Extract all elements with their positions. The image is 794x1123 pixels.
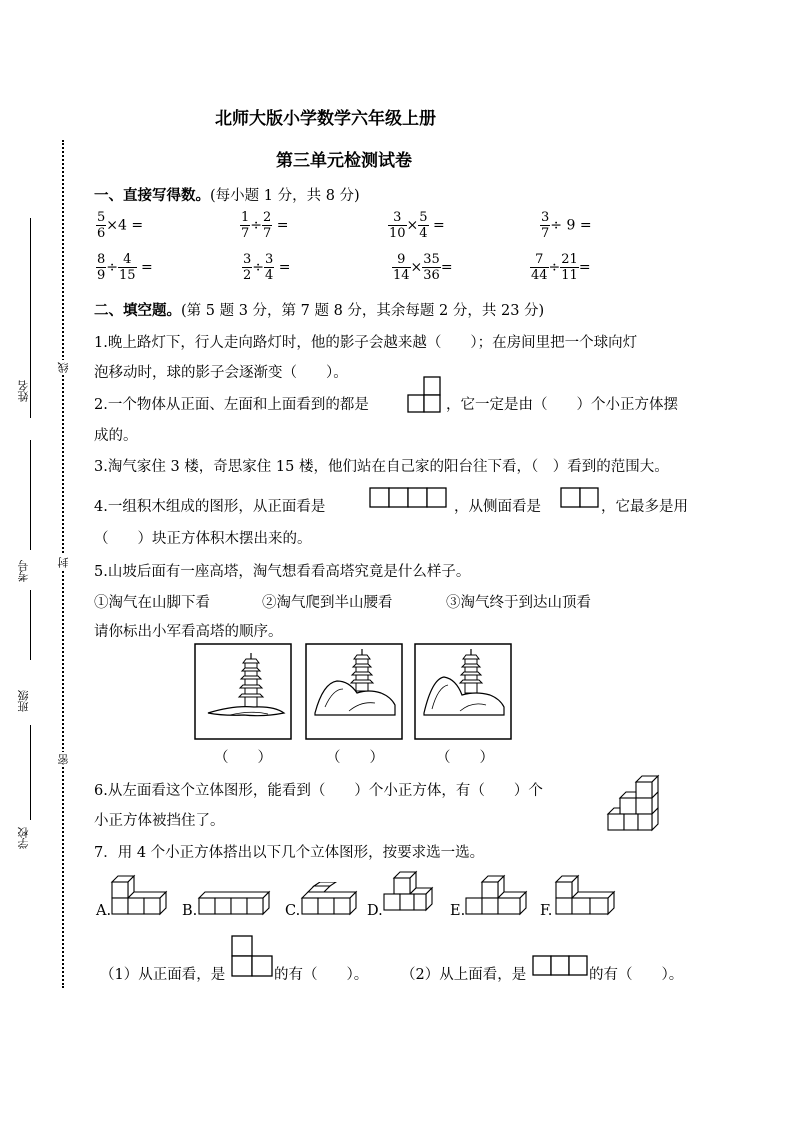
calc-problem: $\frac{3}{10}$ × $\frac{5}{4}$ = [389,210,445,241]
seal-mark-seal: 封 [57,557,70,568]
q5-option-2: ②淘气爬到半山腰看 [262,595,393,611]
q1-line2: 泡移动时，球的影子会逐渐变（ ）。 [94,365,348,381]
q7-figure-b [197,888,271,920]
q7-label-f: F. [540,903,553,919]
calc-problem: $\frac{7}{44}$ ÷ $\frac{21}{11}$ = [531,252,591,283]
section1-header [94,184,360,205]
class-field-line [30,590,31,660]
section2-heading: 二、填空题。 [94,303,181,319]
q7-figure-a [110,872,168,920]
calc-problem: $\frac{8}{9}$ ÷ $\frac{4}{15}$ = [97,252,153,283]
q5-text: 5.山坡后面有一座高塔，淘气想看看高塔究竟是什么样子。 [94,564,471,580]
calc-problem: $\frac{1}{7}$ ÷ $\frac{2}{7}$ = [241,210,289,241]
q6-line1: 6.从左面看这个立体图形，能看到（ ）个小正方体，有（ ）个 [94,783,543,799]
q5-answer-blank-3[interactable]: （ ） [436,750,494,766]
q7-figure-f [554,872,616,920]
q4-front-view-figure [369,487,447,509]
q7-label-c: C. [285,903,301,919]
q7-label-b: B. [182,903,198,919]
q7-sub1-text-b: 的有（ ）。 [274,967,369,983]
q7-label-a: A. [96,903,112,919]
q5-answer-blank-1[interactable]: （ ） [214,750,272,766]
section1-heading: 一、直接写得数。 [94,188,210,204]
q2-line2: 成的。 [94,428,138,444]
name-label: 姓名 [17,380,30,402]
q7-label-d: D. [367,903,383,919]
pagoda-picture-3 [414,643,512,740]
q5-answer-blank-2[interactable]: （ ） [326,750,384,766]
calc-problem: $\frac{3}{7}$ ÷ 9 = [541,210,592,241]
q4-text-a: 4.一组积木组成的图形，从正面看是 [94,499,326,515]
q2-text-a: 2.一个物体从正面、左面和上面看到的都是 [94,397,369,413]
seal-mark-line: 线 [57,362,70,373]
q6-line2: 小正方体被挡住了。 [94,813,225,829]
q4-side-view-figure [560,487,600,509]
q4-text-b: ，从侧面看是 [454,499,541,515]
q3-text: 3.淘气家住 3 楼，奇思家住 15 楼，他们站在自己家的阳台往下看，（ ）看到的范围大。 [94,459,669,475]
class-label: 班级 [17,690,30,712]
q4-line2: （ ）块正方体积木摆出来的。 [94,531,312,547]
section1-note: (每小题 1 分，共 8 分) [210,188,360,204]
q7-sub2-figure [532,955,588,977]
page-title: 北师大版小学数学六年级上册 [215,109,436,129]
number-label: 考号 [17,560,30,582]
q7-figure-c [300,882,360,920]
q7-sub1-figure [231,935,273,977]
pagoda-picture-1 [194,643,292,740]
q5-option-1: ①淘气在山脚下看 [94,595,210,611]
q7-sub1-text-a: （1）从正面看，是 [100,967,226,983]
page-subtitle: 第三单元检测试卷 [276,151,412,171]
q1-line1: 1.晚上路灯下，行人走向路灯时，他的影子会越来越（ ）；在房间里把一个球向灯 [94,335,638,351]
q7-figure-d [380,870,436,920]
calc-problem: $\frac{5}{6}$ ×4 = [97,210,144,241]
q7-sub2-text-a: （2）从上面看，是 [401,967,527,983]
q5-option-3: ③淘气终于到达山顶看 [446,595,591,611]
section2-note: (第 5 题 3 分，第 7 题 8 分，其余每题 2 分，共 23 分) [181,303,545,319]
q7-label-e: E. [450,903,466,919]
pagoda-picture-2 [305,643,403,740]
q7-text: 7．用 4 个小正方体搭出以下几个立体图形，按要求选一选。 [94,845,485,861]
q2-view-figure [407,376,443,414]
school-label: 学校 [17,827,30,849]
number-field-line [30,440,31,550]
q6-cube-stack-figure [606,774,660,836]
q7-figure-e [464,872,528,920]
calc-problem: $\frac{9}{14}$ × $\frac{35}{36}$ = [393,252,453,283]
q2-text-b: ，它一定是由（ ）个小正方体摆 [446,397,678,413]
section2-header [94,299,544,320]
q5-prompt: 请你标出小军看高塔的顺序。 [94,624,283,640]
school-field-line [30,725,31,820]
q7-sub2-text-b: 的有（ ）。 [589,967,684,983]
calc-problem: $\frac{3}{2}$ ÷ $\frac{3}{4}$ = [243,252,291,283]
seal-mark-secret: 密 [57,754,70,765]
q4-text-c: ，它最多是用 [601,499,688,515]
